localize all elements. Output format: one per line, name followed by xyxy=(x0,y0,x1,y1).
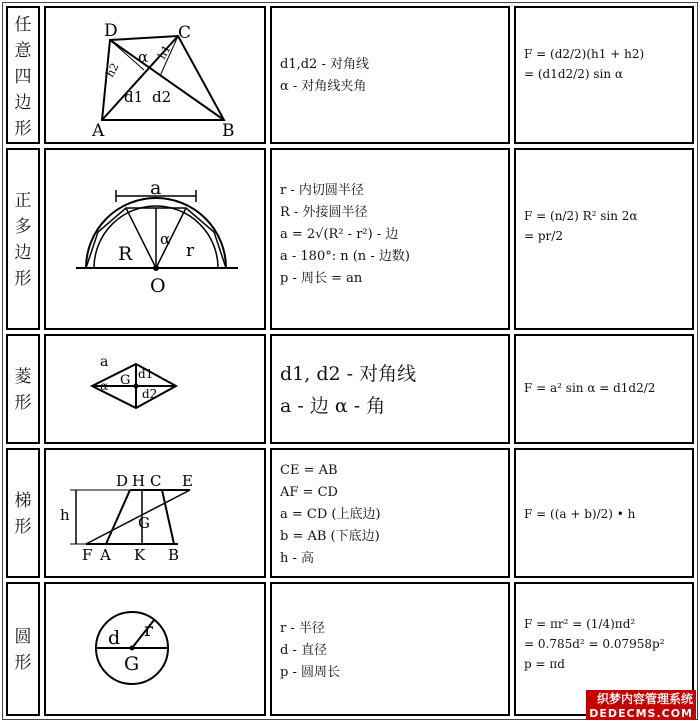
label-a: a xyxy=(100,354,109,370)
row5-formulas xyxy=(524,614,665,674)
row3-formulas xyxy=(524,378,655,398)
formula-line: F = a² sin α = d1d2/2 xyxy=(524,381,656,395)
trap-right-leg xyxy=(162,490,174,544)
row1-formula-cell xyxy=(514,6,694,144)
label-h2: h2 xyxy=(103,60,122,80)
label-G: G xyxy=(120,373,131,388)
label-h1: h1 xyxy=(155,42,174,62)
label-G: G xyxy=(124,653,140,675)
row4-definition-cell xyxy=(270,448,510,578)
definition-line: a - 边 α - 角 xyxy=(280,395,386,417)
definition-line: h - 高 xyxy=(280,551,315,566)
row5-definitions xyxy=(280,618,340,684)
label-A: A xyxy=(100,546,111,564)
label-B: B xyxy=(168,546,180,564)
label-A: A xyxy=(92,121,105,141)
label-O: O xyxy=(150,275,166,297)
formula-line: F = πr² = (1/4)πd² xyxy=(524,617,636,631)
row1-name-char: 任 xyxy=(14,15,32,35)
label-alpha: α xyxy=(100,379,109,393)
definition-line: a = CD (上底边) xyxy=(280,507,381,522)
row4-formula-cell xyxy=(514,448,694,578)
definition-line: p - 周长 = an xyxy=(280,271,363,286)
definition-line: p - 圆周长 xyxy=(280,665,340,680)
label-r: r xyxy=(186,241,195,261)
label-R: R xyxy=(118,243,133,265)
row5-figure-cell xyxy=(44,582,266,716)
formula-line: F = ((a + b)/2) • h xyxy=(524,507,636,521)
label-G: G xyxy=(138,514,150,532)
row2-name xyxy=(8,188,38,292)
label-C: C xyxy=(150,472,162,490)
row1-definitions xyxy=(280,54,369,98)
rhombus-figure xyxy=(46,336,264,442)
row1-name-cell xyxy=(6,6,40,144)
row1-figure-cell xyxy=(44,6,266,144)
trapezoid-figure xyxy=(46,450,264,576)
row3-formula-cell xyxy=(514,334,694,444)
row2-formula-cell xyxy=(514,148,694,330)
row2-name-cell xyxy=(6,148,40,330)
quadrilateral-figure xyxy=(46,8,264,142)
row4-name-char: 梯 xyxy=(14,491,32,511)
label-r: r xyxy=(144,619,154,641)
definition-line: CE = AB xyxy=(280,463,338,478)
row2-figure-cell xyxy=(44,148,266,330)
row2-name-char: 边 xyxy=(14,243,32,263)
row5-name-char: 形 xyxy=(14,653,32,673)
row1-definition-cell xyxy=(270,6,510,144)
label-d2: d2 xyxy=(142,387,158,401)
row5-definition-cell xyxy=(270,582,510,716)
row1-name-char: 四 xyxy=(14,67,32,87)
row2-formulas xyxy=(524,206,638,246)
formula-line: p = πd xyxy=(524,657,565,671)
label-D: D xyxy=(104,21,118,41)
rhombus-center xyxy=(134,384,139,389)
definition-line: a = 2√(R² - r²) - 边 xyxy=(280,227,399,242)
label-h: h xyxy=(60,506,70,524)
definition-line: d1, d2 - 对角线 xyxy=(280,363,417,385)
row1-name-char: 边 xyxy=(14,93,32,113)
row4-definitions xyxy=(280,460,381,570)
row1-name xyxy=(8,12,38,142)
formula-line: = (d1d2/2) sin α xyxy=(524,67,623,81)
definition-line: AF = CD xyxy=(280,485,338,500)
row3-name xyxy=(8,364,38,416)
row3-figure-cell xyxy=(44,334,266,444)
watermark-title: 织梦内容管理系统 xyxy=(586,690,696,707)
watermark xyxy=(586,690,696,720)
label-F: F xyxy=(82,546,93,564)
formula-line: F = (d2/2)(h1 + h2) xyxy=(524,47,645,61)
row4-figure-cell xyxy=(44,448,266,578)
trap-left-leg xyxy=(106,490,130,544)
row2-name-char: 正 xyxy=(14,191,32,211)
row2-definition-cell xyxy=(270,148,510,330)
row2-name-char: 多 xyxy=(14,217,32,237)
row1-name-char: 意 xyxy=(14,41,32,61)
row4-name-char: 形 xyxy=(14,517,32,537)
label-alpha: α xyxy=(160,230,171,248)
row4-name xyxy=(8,488,38,540)
definition-line: R - 外接圆半径 xyxy=(280,205,368,220)
definition-line: a - 180°: n (n - 边数) xyxy=(280,249,410,264)
definition-line: α - 对角线夹角 xyxy=(280,79,367,94)
label-C: C xyxy=(178,23,192,43)
row2-definitions xyxy=(280,180,410,290)
label-d: d xyxy=(108,627,121,649)
label-d2: d2 xyxy=(152,88,172,106)
regular-polygon-figure xyxy=(46,150,264,328)
formula-line: = pr/2 xyxy=(524,229,563,243)
definition-line: r - 内切圆半径 xyxy=(280,183,364,198)
row4-formulas xyxy=(524,504,635,524)
label-B: B xyxy=(222,121,235,141)
row3-definition-cell xyxy=(270,334,510,444)
formula-table xyxy=(2,2,698,720)
label-d1: d1 xyxy=(138,367,154,381)
center-point xyxy=(153,265,159,271)
label-a: a xyxy=(150,177,162,199)
row3-name-char: 菱 xyxy=(14,367,32,387)
definition-line: d - 直径 xyxy=(280,643,327,658)
row1-formulas xyxy=(524,44,644,84)
watermark-url: DEDECMS.COM xyxy=(586,707,696,720)
row3-name-cell xyxy=(6,334,40,444)
row2-name-char: 形 xyxy=(14,269,32,289)
row5-name-char: 圆 xyxy=(14,627,32,647)
circle-center xyxy=(130,646,135,651)
row3-name-char: 形 xyxy=(14,393,32,413)
row5-name xyxy=(8,624,38,676)
label-d1: d1 xyxy=(124,88,144,106)
definition-line: b = AB (下底边) xyxy=(280,529,380,544)
label-D: D xyxy=(116,472,129,490)
row3-definitions xyxy=(280,358,416,422)
definition-line: r - 半径 xyxy=(280,621,325,636)
formula-line: F = (n/2) R² sin 2α xyxy=(524,209,638,223)
formula-line: = 0.785d² = 0.07958p² xyxy=(524,637,665,651)
row1-name-char: 形 xyxy=(14,119,32,139)
label-alpha: α xyxy=(138,48,149,66)
label-E: E xyxy=(182,472,193,490)
row4-name-cell xyxy=(6,448,40,578)
label-H: H xyxy=(132,472,146,490)
row5-name-cell xyxy=(6,582,40,716)
circle-figure xyxy=(46,584,264,714)
definition-line: d1,d2 - 对角线 xyxy=(280,57,369,72)
label-K: K xyxy=(134,546,146,564)
